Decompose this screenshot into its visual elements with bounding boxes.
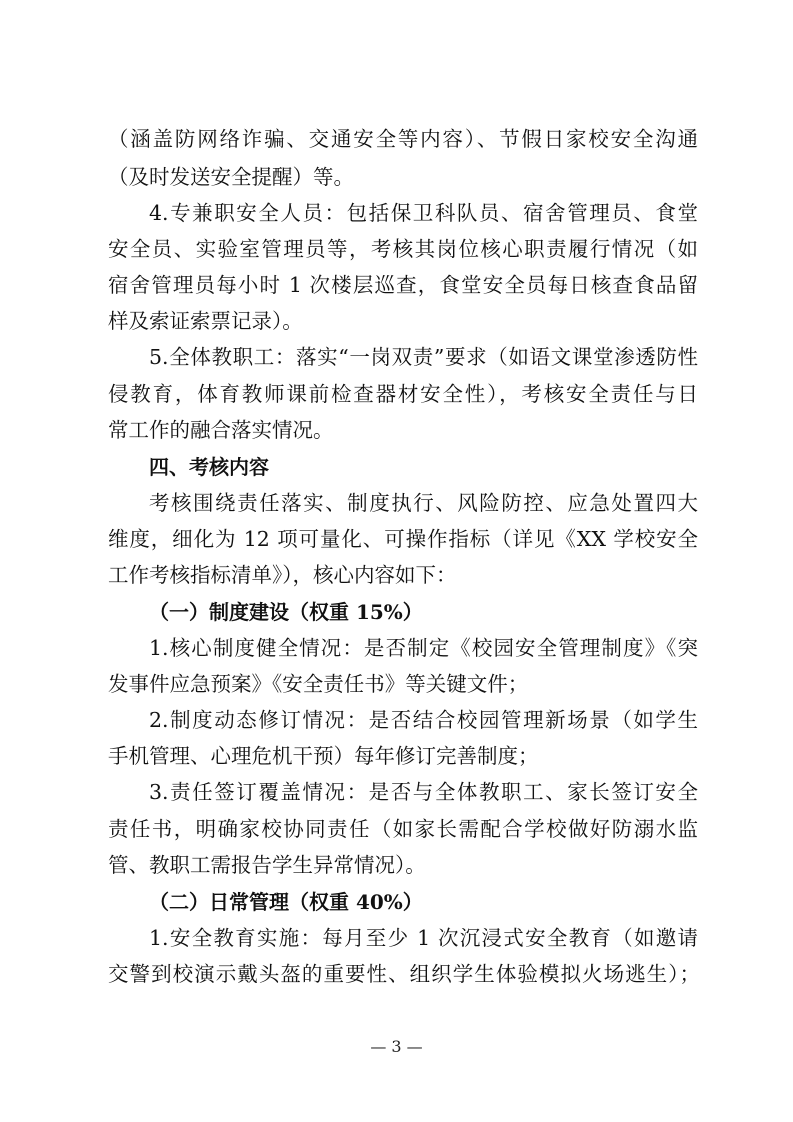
- body-line: 4.专兼职安全人员：包括保卫科队员、宿舍管理员、食堂: [149, 201, 698, 225]
- body-line: 2.制度动态修订情况：是否结合校园管理新场景（如学生: [149, 708, 698, 732]
- body-line: 考核围绕责任落实、制度执行、风险防控、应急处置四大: [149, 491, 698, 515]
- body-line: 样及索证索票记录）。: [108, 309, 303, 333]
- page-number: — 3 —: [370, 1037, 423, 1056]
- body-line: 手机管理、心理危机干预）每年修订完善制度；: [108, 744, 539, 768]
- body-line: 发事件应急预案》《安全责任书》等关键文件；: [108, 672, 529, 696]
- body-line: 侵教育，体育教师课前检查器材安全性），考核安全责任与日: [108, 382, 698, 406]
- body-line: 1.安全教育实施：每月至少 1 次沉浸式安全教育（如邀请: [149, 926, 698, 950]
- body-line: （及时发送安全提醒）等。: [108, 165, 354, 189]
- body-line: 3.责任签订覆盖情况：是否与全体教职工、家长签订安全: [149, 780, 698, 804]
- body-line: （涵盖防网络诈骗、交通安全等内容）、节假日家校安全沟通: [108, 127, 698, 151]
- body-line: 工作考核指标清单》），核心内容如下：: [108, 563, 457, 587]
- body-line: 责任书，明确家校协同责任（如家长需配合学校做好防溺水监: [108, 817, 698, 841]
- body-line: 维度，细化为 12 项可量化、可操作指标（详见《XX 学校安全: [108, 527, 698, 551]
- body-line: 常工作的融合落实情况。: [108, 418, 334, 442]
- body-line: 1.核心制度健全情况：是否制定《校园安全管理制度》《突: [149, 636, 698, 660]
- subsection-heading: （一）制度建设（权重 15%）: [149, 600, 423, 624]
- body-line: 安全员、实验室管理员等，考核其岗位核心职责履行情况（如: [108, 237, 698, 261]
- body-line: 宿舍管理员每小时 1 次楼层巡查，食堂安全员每日核查食品留: [108, 273, 698, 297]
- body-line: 交警到校演示戴头盔的重要性、组织学生体验模拟火场逃生）；: [108, 962, 700, 986]
- body-line: 管、教职工需报告学生异常情况）。: [108, 853, 426, 877]
- body-line: 5.全体教职工：落实“一岗双责”要求（如语文课堂渗透防性: [149, 345, 698, 369]
- subsection-heading: （二）日常管理（权重 40%）: [149, 890, 423, 914]
- section-heading: 四、考核内容: [149, 455, 269, 479]
